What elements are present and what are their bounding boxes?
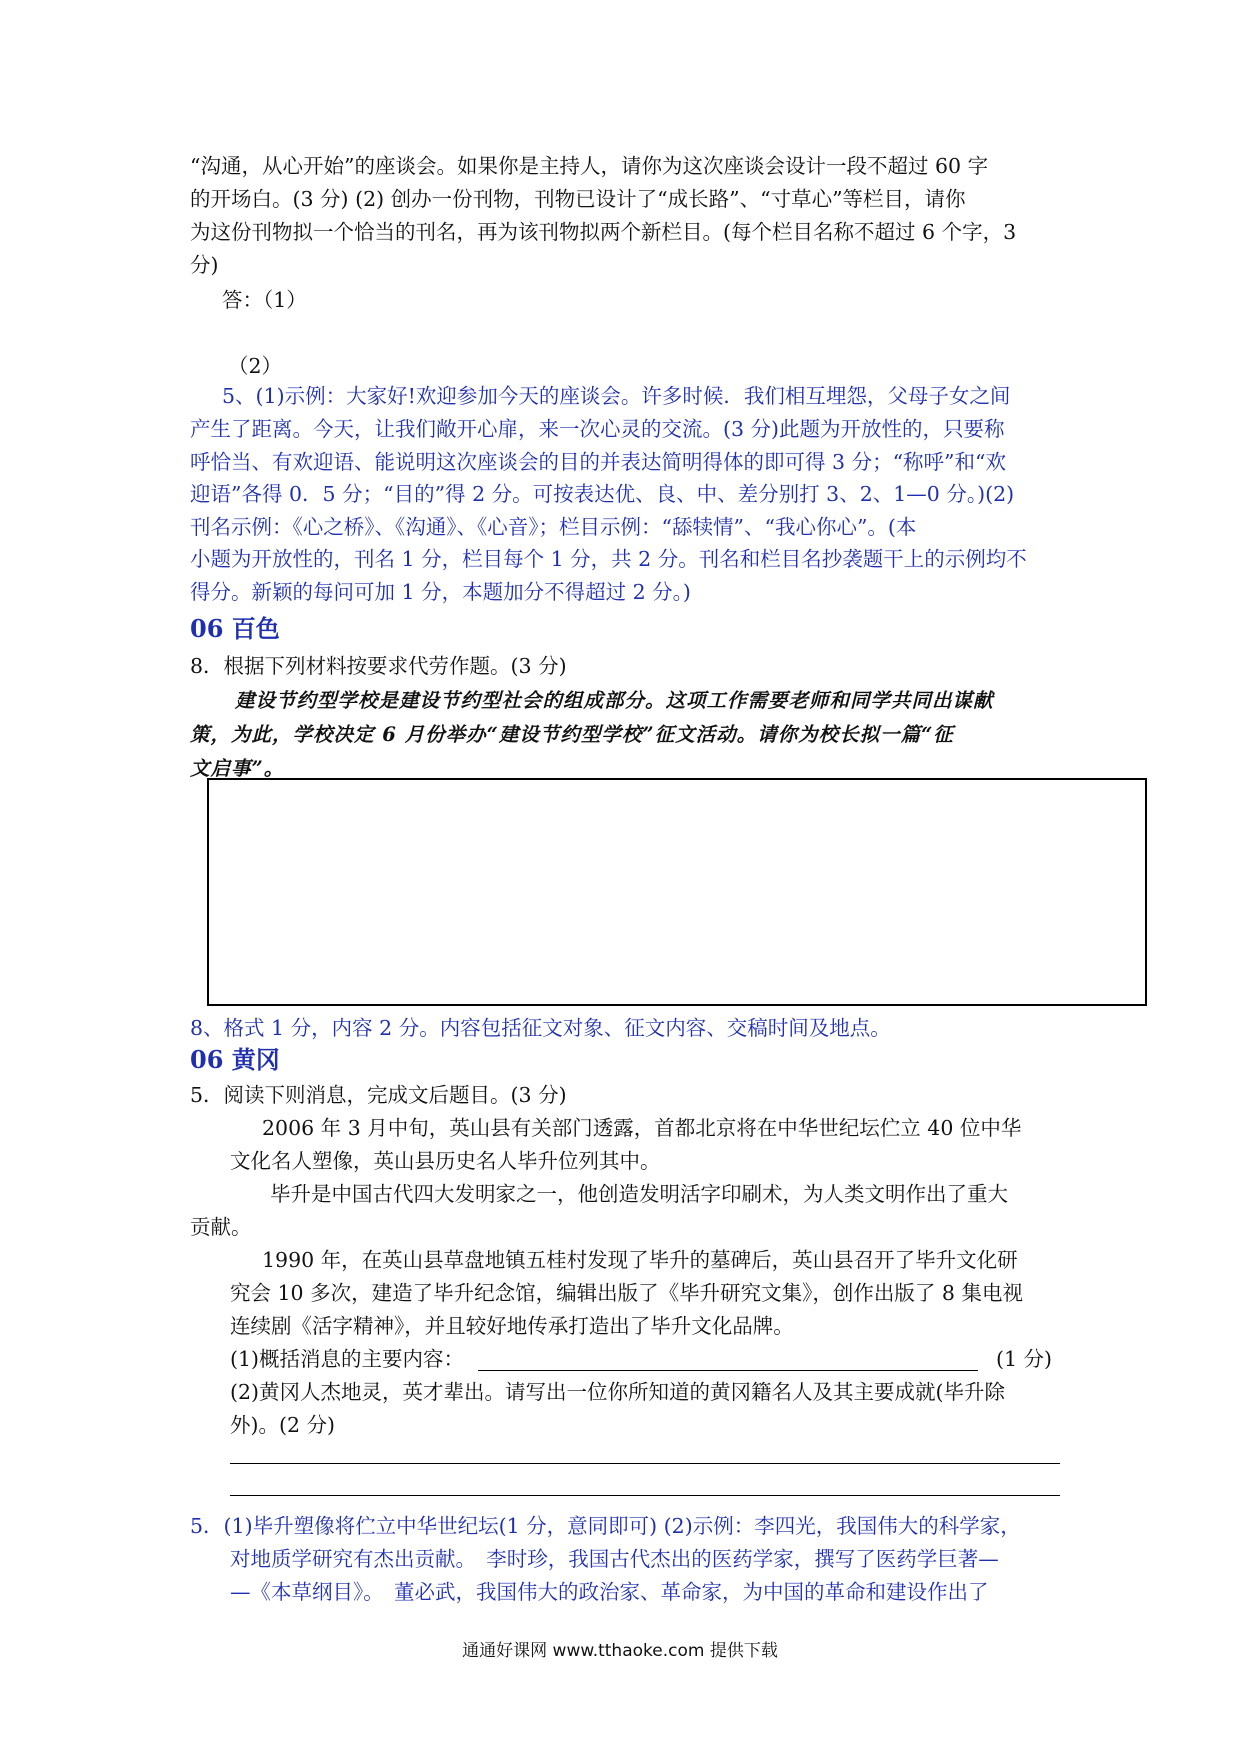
news-text: 贡献。 — [190, 1215, 252, 1239]
answer-text: —《本草纲目》。 董必武，我国伟大的政治家、革命家，为中国的革命和建设作出了 — [230, 1580, 989, 1604]
material-text: 策，为此，学校决定 6 月份举办“建设节约型学校”征文活动。请你为校长拟一篇“征 — [190, 723, 954, 746]
answer-text: 小题为开放性的，刊名 1 分，栏目每个 1 分，共 2 分。刊名和栏目名抄袭题干上的示例均不 — [190, 547, 1027, 571]
news-text: 1990 年，在英山县草盘地镇五桂村发现了毕升的墓碑后，英山县召开了毕升文化研 — [262, 1248, 1018, 1272]
section-heading: 06 百色 — [190, 614, 280, 643]
question-text: 8．根据下列材料按要求代劳作题。(3 分) — [190, 654, 567, 678]
answer-text: 8、格式 1 分，内容 2 分。内容包括征文对象、征文内容、交稿时间及地点。 — [190, 1016, 891, 1040]
subquestion-text: (1)概括消息的主要内容： — [230, 1347, 465, 1371]
score-label: (1 分) — [996, 1347, 1053, 1371]
answer-line[interactable] — [230, 1495, 1060, 1496]
news-text: 毕升是中国古代四大发明家之一，他创造发明活字印刷术，为人类文明作出了重大 — [270, 1182, 1008, 1206]
answer-line[interactable] — [230, 1463, 1060, 1464]
page-footer: 通通好课网 www.tthaoke.com 提供下载 — [462, 1641, 778, 1661]
answer-text: 5、(1)示例：大家好!欢迎参加今天的座谈会。许多时候．我们相互埋怨，父母子女之间 — [222, 384, 1011, 408]
question-text: 5．阅读下则消息，完成文后题目。(3 分) — [190, 1083, 567, 1107]
answer-text: 对地质学研究有杰出贡献。 李时珍，我国古代杰出的医药学家，撰写了医药学巨著— — [230, 1547, 999, 1571]
news-text: 究会 10 多次，建造了毕升纪念馆，编辑出版了《毕升研究文集》，创作出版了 8 集电视 — [230, 1281, 1023, 1305]
answer-text: 迎语”各得 0．5 分；“目的”得 2 分。可按表达优、良、中、差分别打 3、2、1—0 分。)(2) — [190, 482, 1015, 506]
answer-prompt: 答：（1） — [222, 288, 307, 312]
question-text: “沟通，从心开始”的座谈会。如果你是主持人，请你为这次座谈会设计一段不超过 60 字 — [190, 154, 989, 178]
question-text: 分) — [190, 253, 219, 277]
subquestion-text: (2)黄冈人杰地灵，英才辈出。请写出一位你所知道的黄冈籍名人及其主要成就(毕升除 — [230, 1380, 1006, 1404]
news-text: 文化名人塑像，英山县历史名人毕升位列其中。 — [230, 1149, 661, 1173]
answer-text: 产生了距离。今天，让我们敞开心扉，来一次心灵的交流。(3 分)此题为开放性的，只要称 — [190, 417, 1005, 441]
subquestion-text: 外)。(2 分) — [230, 1413, 336, 1437]
news-text: 2006 年 3 月中旬，英山县有关部门透露，首都北京将在中华世纪坛伫立 40 位中华 — [262, 1116, 1022, 1140]
answer-box[interactable] — [207, 778, 1147, 1006]
answer-text: 得分。新颖的每问可加 1 分，本题加分不得超过 2 分。) — [190, 580, 691, 604]
answer-text: 刊名示例：《心之桥》、《沟通》、《心音》；栏目示例：“舔犊情”、“我心你心”。(本 — [190, 515, 917, 539]
material-text: 建设节约型学校是建设节约型社会的组成部分。这项工作需要老师和同学共同出谋献 — [235, 689, 994, 712]
question-text: 的开场白。(3 分) (2) 创办一份刊物，刊物已设计了“成长路”、“寸草心”等栏目，请你 — [190, 187, 966, 211]
answer-text: 5．(1)毕升塑像将伫立中华世纪坛(1 分，意同即可) (2)示例：李四光，我国伟大的科学家， — [190, 1514, 1021, 1538]
answer-line[interactable] — [478, 1370, 978, 1371]
answer-prompt: （2） — [228, 354, 283, 378]
news-text: 连续剧《活字精神》，并且较好地传承打造出了毕升文化品牌。 — [230, 1314, 794, 1338]
section-heading: 06 黄冈 — [190, 1045, 280, 1074]
question-text: 为这份刊物拟一个恰当的刊名，再为该刊物拟两个新栏目。(每个栏目名称不超过 6 个字，3 — [190, 220, 1017, 244]
material-text: 文启事”。 — [190, 757, 285, 780]
answer-text: 呼恰当、有欢迎语、能说明这次座谈会的目的并表达简明得体的即可得 3 分；“称呼”和“欢 — [190, 450, 1007, 474]
